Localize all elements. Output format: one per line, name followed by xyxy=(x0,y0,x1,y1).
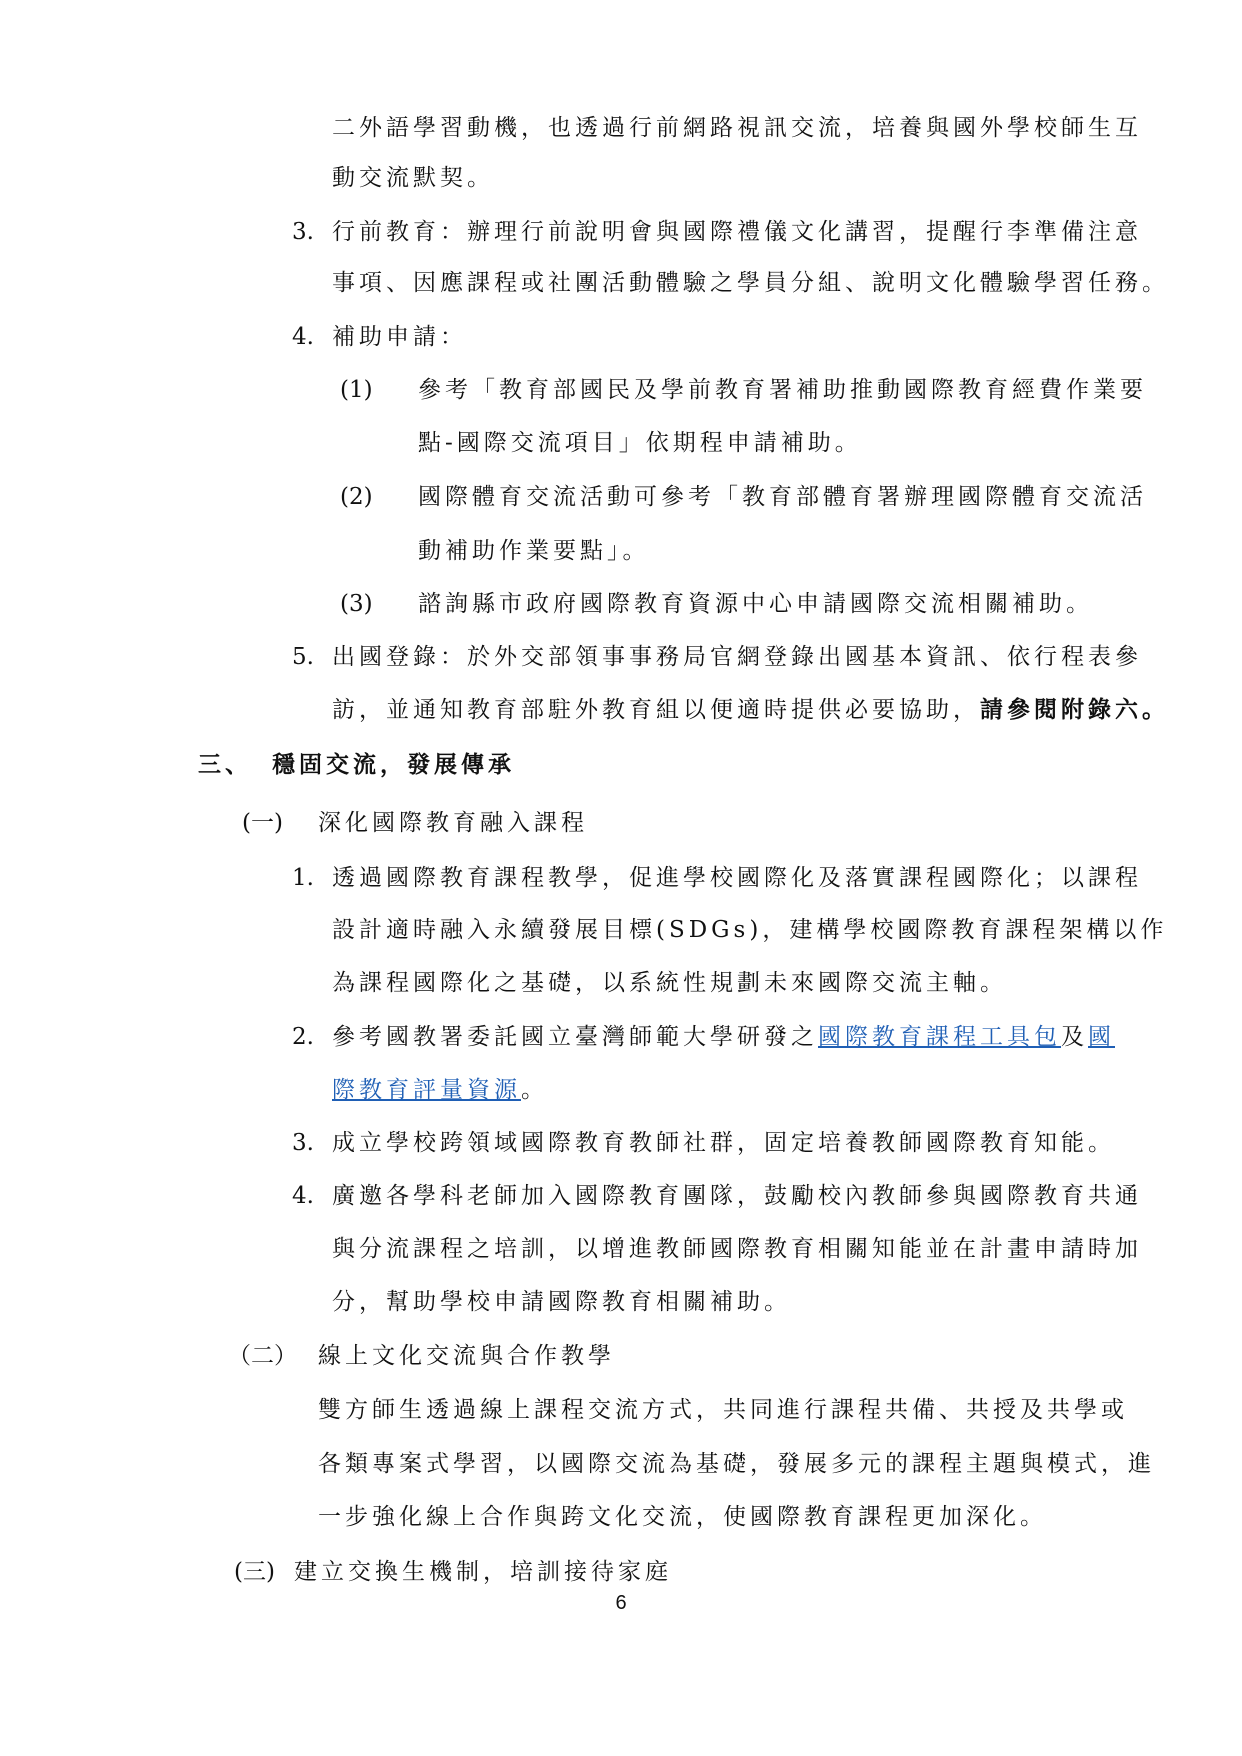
paragraph-text: 參考國教署委託國立臺灣師範大學研發之 xyxy=(332,1024,818,1050)
subsection-number: (一) xyxy=(242,810,283,836)
paragraph-line xyxy=(332,1021,1115,1053)
paragraph-line: 一步強化線上合作與跨文化交流，使國際教育課程更加深化。 xyxy=(318,1504,1047,1530)
subsection-heading: 建立交換生機制，培訓接待家庭 xyxy=(294,1559,672,1585)
paragraph-line: 為課程國際化之基礎，以系統性規劃未來國際交流主軸。 xyxy=(332,970,1007,996)
paragraph-line: 出國登錄：於外交部領事事務局官網登錄出國基本資訊、依行程表參 xyxy=(332,644,1142,670)
paragraph-line: 點-國際交流項目」依期程申請補助。 xyxy=(418,430,862,456)
section-heading: 穩固交流，發展傳承 xyxy=(272,752,515,778)
paragraph-line: 分，幫助學校申請國際教育相關補助。 xyxy=(332,1289,791,1315)
paragraph-line: 廣邀各學科老師加入國際教育團隊，鼓勵校內教師參與國際教育共通 xyxy=(332,1183,1142,1209)
paragraph-line: 動交流默契。 xyxy=(332,165,494,191)
list-number: 2. xyxy=(292,1024,314,1050)
paragraph-line: 各類專案式學習，以國際交流為基礎，發展多元的課程主題與模式，進 xyxy=(318,1451,1155,1477)
list-number: 5. xyxy=(292,644,314,670)
paragraph-line: 補助申請： xyxy=(332,324,467,350)
list-number: 4. xyxy=(292,324,314,350)
assessment-resources-link[interactable]: 際教育評量資源 xyxy=(332,1077,521,1103)
paragraph-line: 成立學校跨領域國際教育教師社群，固定培養教師國際教育知能。 xyxy=(332,1130,1115,1156)
sub-list-number: (1) xyxy=(340,377,373,403)
paragraph-text: 及 xyxy=(1061,1024,1088,1050)
paragraph-line: 參考「教育部國民及學前教育署補助推動國際教育經費作業要 xyxy=(418,377,1147,403)
paragraph-line: 事項、因應課程或社團活動體驗之學員分組、說明文化體驗學習任務。 xyxy=(332,270,1169,296)
sub-list-number: (2) xyxy=(340,484,373,510)
list-number: 3. xyxy=(292,219,314,245)
paragraph-line: 國際體育交流活動可參考「教育部體育署辦理國際體育交流活 xyxy=(418,484,1147,510)
paragraph-line: 與分流課程之培訓，以增進教師國際教育相關知能並在計畫申請時加 xyxy=(332,1236,1142,1262)
paragraph-line: 二外語學習動機，也透過行前網路視訊交流，培養與國外學校師生互 xyxy=(332,115,1142,141)
assessment-resources-link[interactable]: 國 xyxy=(1088,1024,1115,1050)
paragraph-line: 透過國際教育課程教學，促進學校國際化及落實課程國際化；以課程 xyxy=(332,865,1142,891)
section-number: 三、 xyxy=(198,752,252,778)
list-number: 4. xyxy=(292,1183,314,1209)
paragraph-line: 動補助作業要點」。 xyxy=(418,538,650,564)
paragraph-text: 。 xyxy=(521,1077,548,1103)
list-number: 3. xyxy=(292,1130,314,1156)
paragraph-line xyxy=(332,1074,548,1106)
curriculum-toolkit-link[interactable]: 國際教育課程工具包 xyxy=(818,1024,1061,1050)
appendix-reference: 請參閱附錄六。 xyxy=(980,696,1169,723)
subsection-number: (三) xyxy=(234,1559,275,1585)
page-number: 6 xyxy=(615,1592,627,1614)
paragraph-text: 訪，並通知教育部駐外教育組以便適時提供必要協助， xyxy=(332,697,980,723)
paragraph-line: 雙方師生透過線上課程交流方式，共同進行課程共備、共授及共學或 xyxy=(318,1397,1128,1423)
paragraph-line xyxy=(332,694,1169,726)
paragraph-line: 諮詢縣市政府國際教育資源中心申請國際交流相關補助。 xyxy=(418,591,1093,617)
paragraph-line: 行前教育：辦理行前說明會與國際禮儀文化講習，提醒行李準備注意 xyxy=(332,219,1142,245)
sub-list-number: (3) xyxy=(340,591,373,617)
paragraph-line: 設計適時融入永續發展目標(SDGs)，建構學校國際教育課程架構以作 xyxy=(332,917,1168,943)
subsection-heading: 深化國際教育融入課程 xyxy=(318,810,588,836)
subsection-heading: 線上文化交流與合作教學 xyxy=(318,1343,615,1369)
subsection-number: （二） xyxy=(228,1343,297,1369)
list-number: 1. xyxy=(292,865,314,891)
